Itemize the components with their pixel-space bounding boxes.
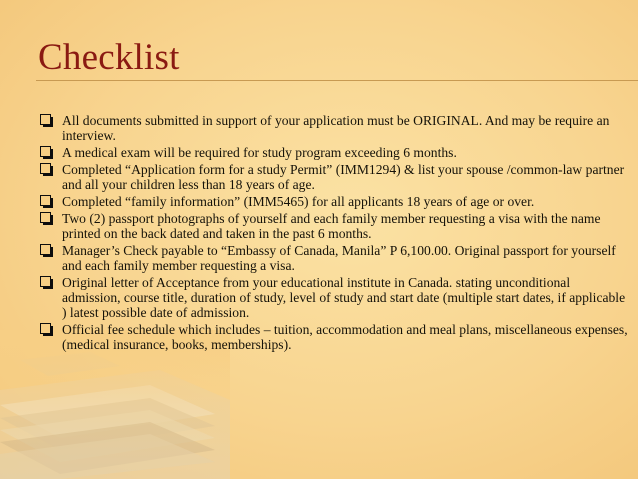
checklist (40, 113, 630, 354)
shadowed-square-bullet-icon (40, 114, 53, 127)
list-item-text: Original letter of Acceptance from your educational institute in Canada. stating unconditional admission, course title, duration of study, level of study and start date (multiple start dates, if applicable ) latest possible date of admission. (62, 275, 626, 320)
shadowed-square-bullet-icon (40, 163, 53, 176)
list-item-text: All documents submitted in support of your application must be ORIGINAL. And may be require an interview. (62, 113, 610, 143)
shadowed-square-bullet-icon (40, 195, 53, 208)
list-item-text: A medical exam will be required for study program exceeding 6 months. (62, 145, 457, 160)
title-underline (36, 80, 638, 81)
list-item (40, 275, 630, 320)
list-item-text: Completed “family information” (IMM5465) for all applicants 18 years of age or over. (62, 194, 535, 209)
shadowed-square-bullet-icon (40, 244, 53, 257)
list-item (40, 194, 630, 209)
shadowed-square-bullet-icon (40, 212, 53, 225)
list-item-text: Completed “Application form for a study Permit” (IMM1294) & list your spouse /common-law partner and all your children less than 18 years of age. (62, 162, 625, 192)
list-item (40, 243, 630, 273)
list-item (40, 211, 630, 241)
list-item-text: Manager’s Check payable to “Embassy of Canada, Manila” P 6,100.00. Original passport for yourself and each family member requesting a visa. (62, 243, 616, 273)
list-item-text: Two (2) passport photographs of yourself and each family member requesting a visa with the name printed on the back dated and taken in the past 6 months. (62, 211, 601, 241)
list-item (40, 162, 630, 192)
list-item (40, 322, 630, 352)
shadowed-square-bullet-icon (40, 276, 53, 289)
list-item (40, 113, 630, 143)
list-item (40, 145, 630, 160)
shadowed-square-bullet-icon (40, 323, 53, 336)
slide-title: Checklist (38, 37, 180, 78)
shadowed-square-bullet-icon (40, 146, 53, 159)
list-item-text: Official fee schedule which includes – tuition, accommodation and meal plans, miscellaneous expenses, (medical insurance, books, memberships). (62, 322, 628, 352)
